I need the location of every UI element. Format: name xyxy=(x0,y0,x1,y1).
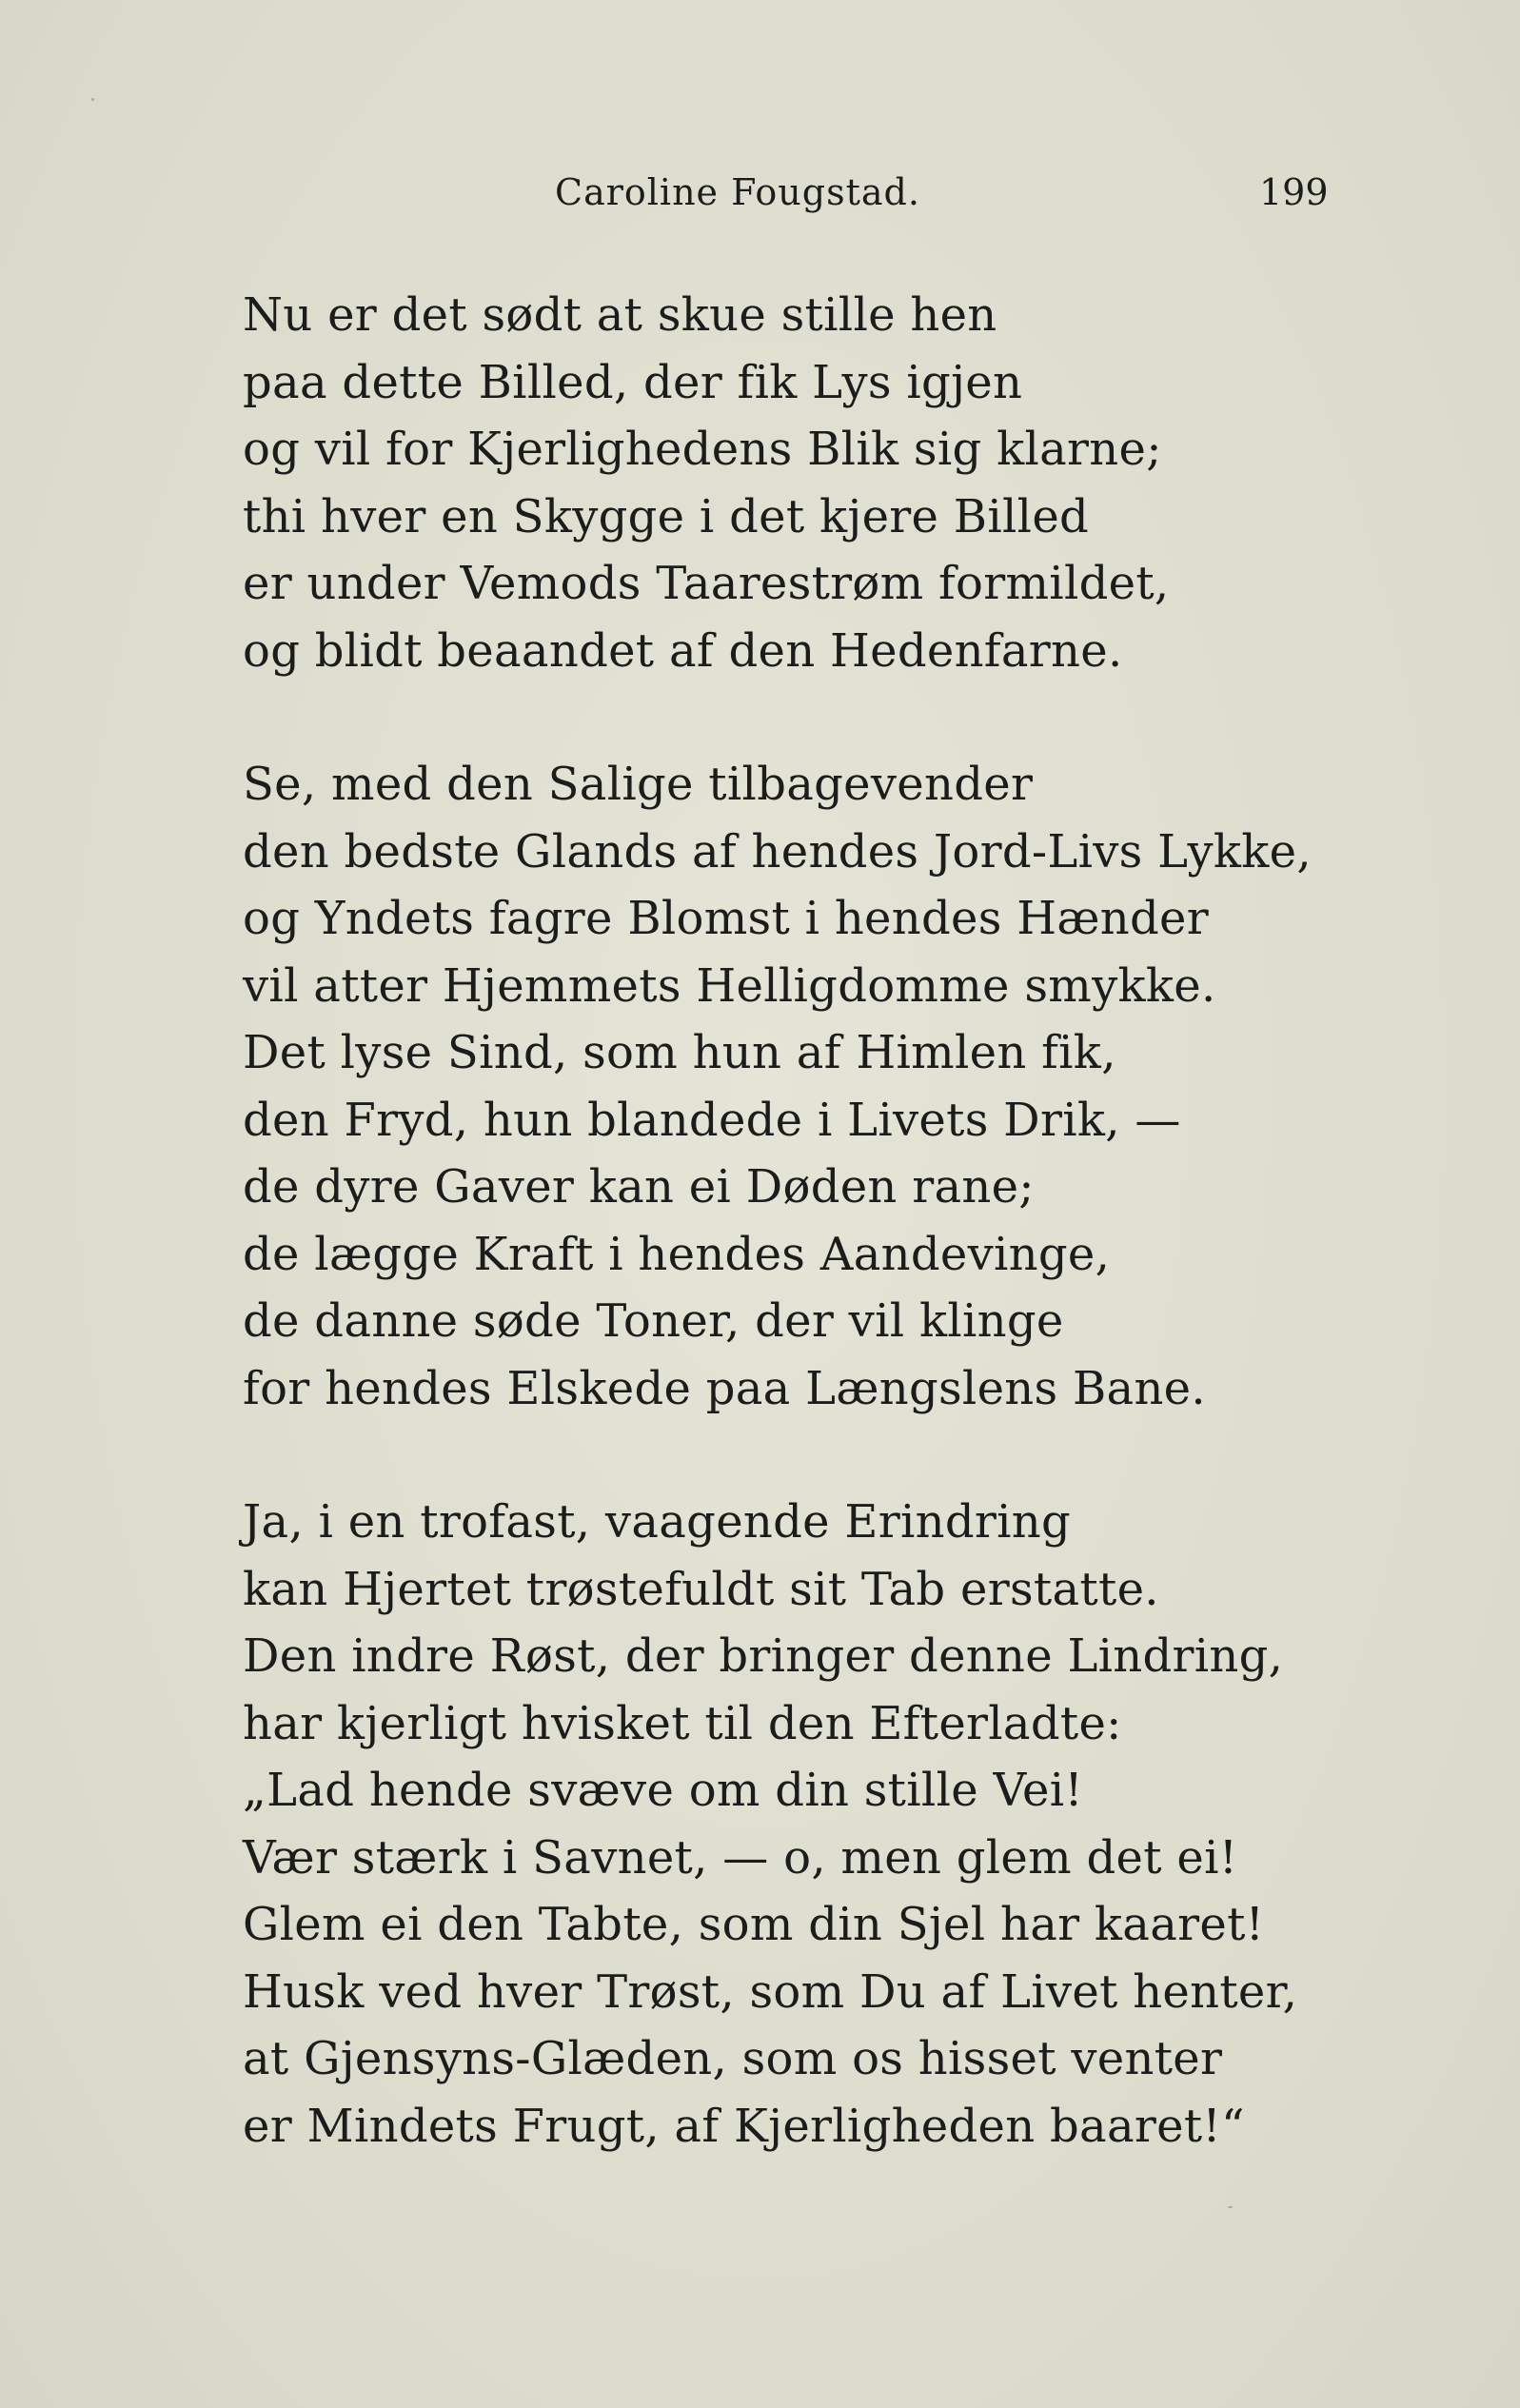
poem-line: Husk ved hver Trøst, som Du af Livet henter, xyxy=(243,1964,1298,2019)
stanza-1 xyxy=(243,282,1404,684)
poem-line: Den indre Røst, der bringer denne Lindring, xyxy=(243,1629,1284,1683)
poem-line: for hendes Elskede paa Længslens Bane. xyxy=(243,1361,1206,1415)
poem-line: vil atter Hjemmets Helligdomme smykke. xyxy=(243,958,1216,1013)
poem-line: kan Hjertet trøstefuldt sit Tab erstatte. xyxy=(243,1562,1159,1616)
poem-line: er Mindets Frugt, af Kjerligheden baaret!“ xyxy=(243,2099,1245,2153)
page-number: 199 xyxy=(1259,171,1329,213)
poem-line: Ja, i en trofast, vaagende Erindring xyxy=(243,1495,1072,1549)
poem-line: Glem ei den Tabte, som din Sjel har kaaret! xyxy=(243,1898,1265,1951)
poem-line: de danne søde Toner, der vil klinge xyxy=(243,1294,1064,1348)
poem-line: thi hver en Skygge i det kjere Billed xyxy=(243,489,1090,543)
paper-speck xyxy=(1228,2206,1233,2208)
poem-line: er under Vemods Taarestrøm formildet, xyxy=(243,557,1170,610)
poem-line: Vær stærk i Savnet, — o, men glem det ei! xyxy=(243,1830,1238,1885)
running-header xyxy=(0,171,1520,219)
poem-line: „Lad hende svæve om din stille Vei! xyxy=(243,1764,1083,1817)
poem-line: Nu er det sødt at skue stille hen xyxy=(243,288,997,342)
poem-line: de dyre Gaver kan ei Døden rane; xyxy=(243,1160,1035,1214)
running-title: Caroline Fougstad. xyxy=(555,171,920,213)
stanza-2 xyxy=(243,751,1404,1422)
stanza-3 xyxy=(243,1489,1404,2160)
poem-line: at Gjensyns-Glæden, som os hisset venter xyxy=(243,2032,1223,2085)
paper-speck xyxy=(91,98,94,101)
poem-line: de lægge Kraft i hendes Aandevinge, xyxy=(243,1227,1111,1281)
poem-line: den bedste Glands af hendes Jord-Livs Lykke, xyxy=(243,824,1312,878)
poem-line: paa dette Billed, der fik Lys igjen xyxy=(243,355,1023,409)
poem-line: og Yndets fagre Blomst i hendes Hænder xyxy=(243,892,1209,945)
poem-line: har kjerligt hvisket til den Efterladte: xyxy=(243,1696,1122,1750)
poem-line: Det lyse Sind, som hun af Himlen fik, xyxy=(243,1026,1116,1079)
poem-line: den Fryd, hun blandede i Livets Drik, — xyxy=(243,1093,1181,1147)
poem-line: Se, med den Salige tilbagevender xyxy=(243,758,1034,811)
poem-line: og blidt beaandet af den Hedenfarne. xyxy=(243,623,1123,678)
poem xyxy=(243,282,1404,2226)
poem-line: og vil for Kjerlighedens Blik sig klarne; xyxy=(243,423,1162,476)
